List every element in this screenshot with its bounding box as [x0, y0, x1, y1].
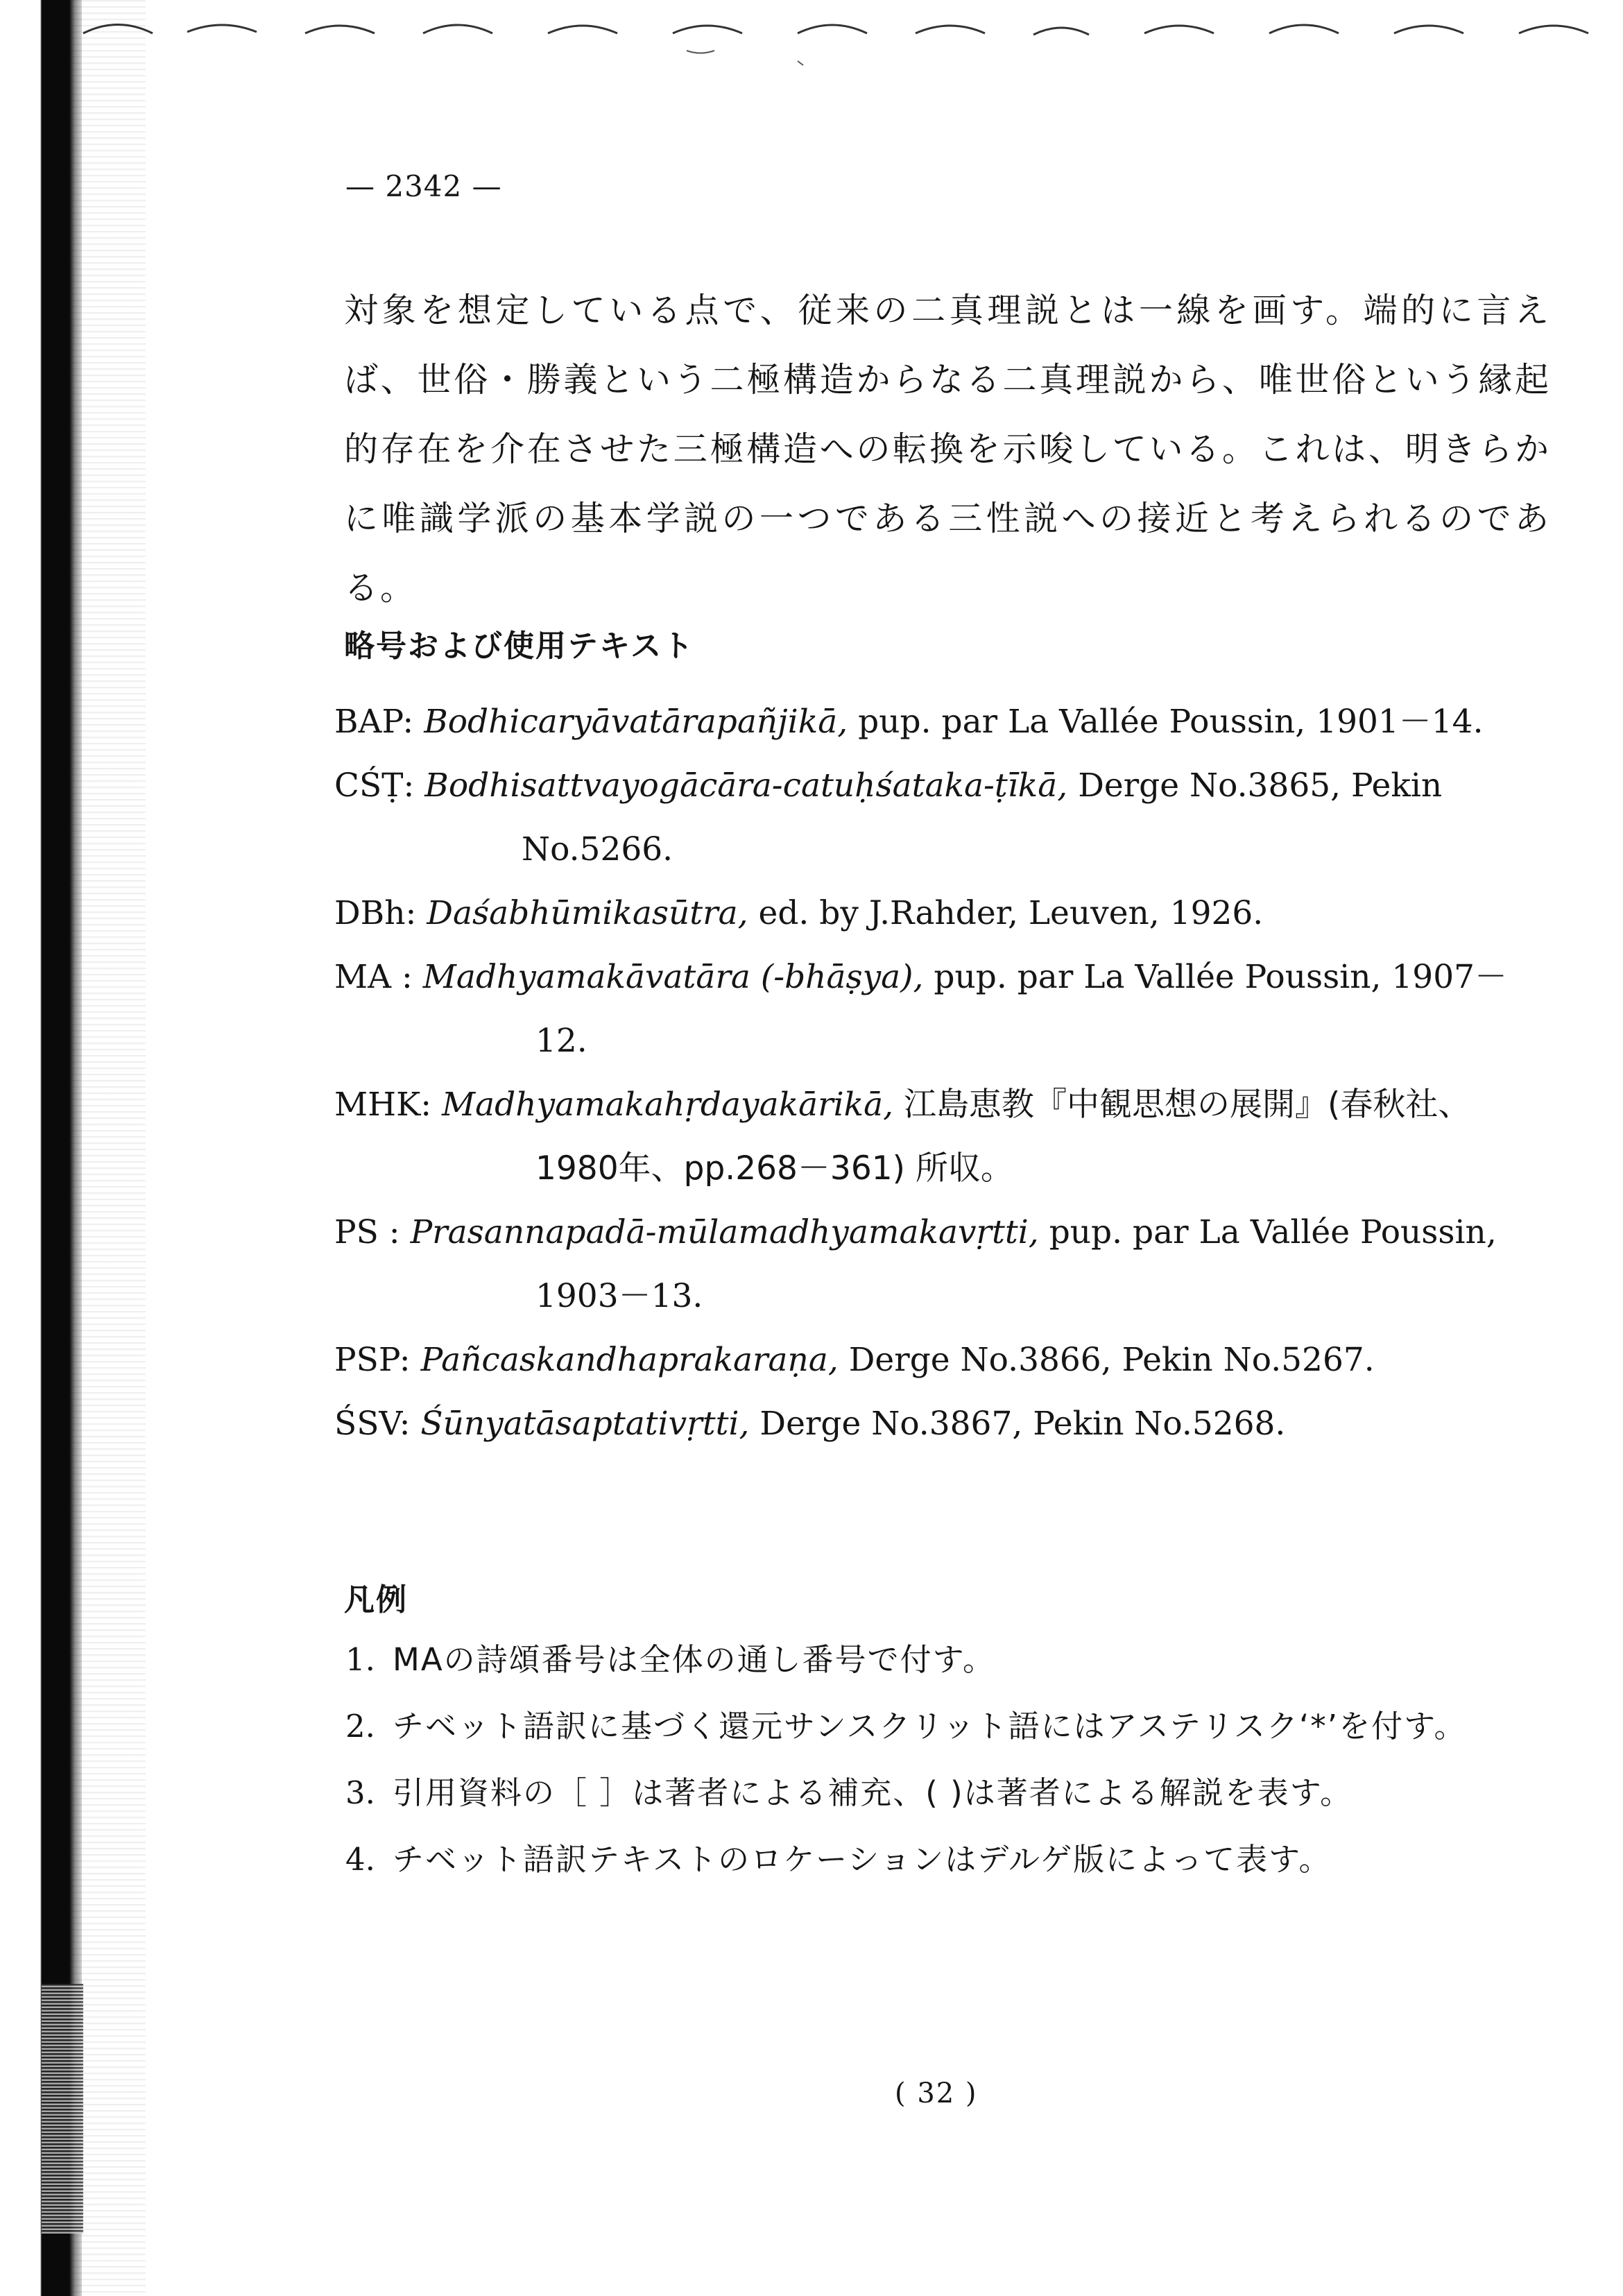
abbreviation-details: pup. par La Vallée Poussin,	[1049, 1213, 1497, 1251]
abbreviation-key: MA :	[334, 958, 413, 996]
abbreviation-entry	[334, 754, 1555, 882]
convention-text: チベット語訳に基づく還元サンスクリット語にはアステリスク‘*’を付す。	[393, 1708, 1467, 1745]
abbreviation-title: Madhyamakāvatāra (-bhāṣya),	[422, 958, 924, 996]
abbreviation-details: pup. par La Vallée Poussin, 1901－14.	[858, 703, 1484, 741]
abbreviation-key: MHK:	[334, 1086, 432, 1124]
binding-texture	[69, 0, 146, 2296]
abbreviation-details: Derge No.3865, Pekin	[1078, 766, 1443, 805]
abbreviation-key: BAP:	[334, 703, 414, 741]
convention-number: 4.	[345, 1841, 375, 1878]
convention-item	[345, 1826, 1552, 1893]
abbreviations-heading: 略号および使用テキスト	[344, 628, 695, 664]
convention-number: 1.	[345, 1641, 375, 1678]
abbreviation-continuation: 12.	[535, 1022, 587, 1060]
convention-number: 3.	[345, 1774, 375, 1811]
convention-number: 2.	[345, 1708, 375, 1745]
abbreviation-details: pup. par La Vallée Poussin, 1907－	[934, 958, 1507, 996]
body-paragraph: 対象を想定している点で、従来の二真理説とは一線を画す。端的に言えば、世俗・勝義という二極構造からなる二真理説から、唯世俗という縁起的存在を介在させた三極構造への転換を示唆している。これは、明きらかに唯識学派の基本学説の一つである三性説への接近と考えられるのである。	[344, 291, 1551, 608]
abbreviation-title: Śūnyatāsaptativṛtti,	[420, 1405, 750, 1443]
convention-item	[345, 1627, 1552, 1693]
binding-edge-bottom	[42, 1984, 83, 2234]
abbreviation-key: DBh:	[334, 894, 417, 932]
abbreviation-title: Pañcaskandhaprakaraṇa,	[420, 1341, 839, 1379]
abbreviation-details: Derge No.3866, Pekin No.5267.	[848, 1341, 1375, 1379]
abbreviation-title: Daśabhūmikasūtra,	[427, 894, 748, 932]
abbreviation-details: ed. by J.Rahder, Leuven, 1926.	[758, 894, 1264, 932]
convention-text: 引用資料の［ ］は著者による補充、( )は著者による解説を表す。	[393, 1774, 1353, 1811]
conventions-heading: 凡例	[344, 1582, 408, 1618]
abbreviation-key: CŚṬ:	[334, 766, 415, 805]
abbreviation-entry	[334, 882, 1555, 945]
folio-number: ( 32 )	[895, 2077, 978, 2109]
convention-item	[345, 1693, 1552, 1760]
abbreviation-key: PS :	[334, 1213, 400, 1251]
abbreviation-title: Madhyamakahṛdayakārikā,	[442, 1086, 894, 1124]
abbreviations-list	[334, 690, 1555, 1456]
scan-top-edge	[76, 12, 1623, 68]
page-number: — 2342 —	[345, 169, 502, 203]
convention-text: チベット語訳テキストのロケーションはデルゲ版によって表す。	[393, 1841, 1332, 1878]
abbreviation-entry	[334, 1392, 1555, 1456]
abbreviation-continuation: 1980年、pp.268－361) 所収。	[535, 1149, 1013, 1188]
convention-item	[345, 1760, 1552, 1826]
abbreviation-entry	[334, 1328, 1555, 1392]
abbreviation-continuation: No.5266.	[522, 830, 673, 868]
abbreviation-entry	[334, 690, 1555, 754]
abbreviation-title: Prasannapadā-mūlamadhyamakavṛtti,	[410, 1213, 1039, 1251]
abbreviation-title: Bodhicaryāvatārapañjikā,	[424, 703, 848, 741]
convention-text: MAの詩頌番号は全体の通し番号で付す。	[393, 1641, 996, 1678]
conventions-list	[345, 1627, 1552, 1893]
abbreviation-entry	[334, 1073, 1555, 1201]
abbreviation-details: 江島恵教『中観思想の展開』(春秋社、	[904, 1086, 1471, 1124]
abbreviation-entry	[334, 945, 1555, 1073]
abbreviation-entry	[334, 1201, 1555, 1328]
abbreviation-continuation: 1903－13.	[535, 1277, 703, 1315]
abbreviation-title: Bodhisattvayogācāra-catuḥśataka-ṭīkā,	[424, 766, 1068, 805]
abbreviation-details: Derge No.3867, Pekin No.5268.	[759, 1405, 1286, 1443]
abbreviation-key: PSP:	[334, 1341, 411, 1379]
abbreviation-key: ŚSV:	[334, 1405, 411, 1443]
